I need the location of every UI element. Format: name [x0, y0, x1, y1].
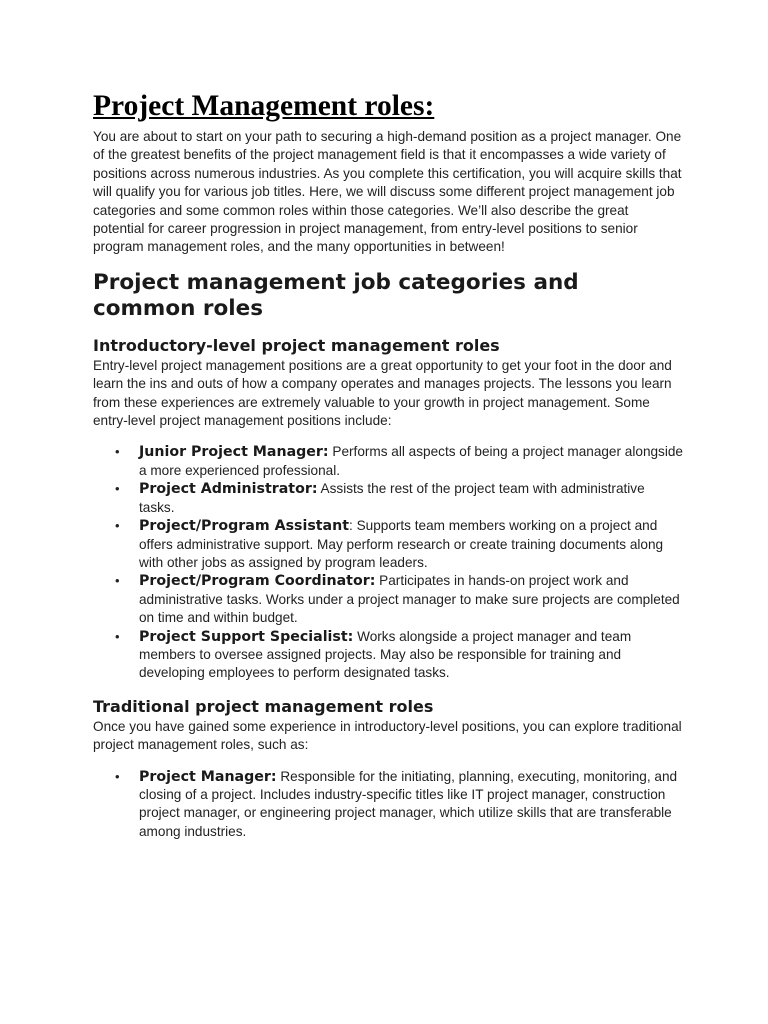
list-item: [93, 572, 683, 627]
role-description: Participates in hands-on project work and administrative tasks. Works under a project manager to make sure projects are completed on time and within budget.: [139, 573, 680, 626]
bullet-icon: •: [115, 768, 120, 784]
introductory-roles-list: [93, 443, 683, 682]
page-title: Project Management roles:: [93, 90, 435, 122]
intro-paragraph: You are about to start on your path to securing a high-demand position as a project manager. One of the greatest benefits of the project management field is that it encompasses a wide variety of positions across numerous industries. As you complete this certification, you will acquire skills that will qualify you for various job titles. Here, we will discuss some different project management job categories and some common roles within those categories. We’ll also describe the great potential for career progression in project management, from entry-level positions to senior program management roles, and the many opportunities in between!: [93, 129, 682, 255]
bullet-icon: •: [115, 573, 120, 589]
bullet-icon: •: [115, 481, 120, 497]
traditional-paragraph: Once you have gained some experience in introductory-level positions, you can explore traditional project management roles, such as:: [93, 718, 682, 753]
introductory-paragraph: Entry-level project management positions are a great opportunity to get your foot in the door and learn the ins and outs of how a company operates and manages projects. The lessons you learn from these experiences are extremely valuable to your growth in project management. Some entry-level project management positions include:: [93, 357, 672, 429]
role-description: Responsible for the initiating, planning, executing, monitoring, and closing of a project. Includes industry-specific titles like IT project manager, construction project manager, or engineering project manager, which utilize skills that are transferable among industries.: [139, 768, 678, 839]
role-name: Project Administrator:: [139, 481, 318, 498]
role-description: Works alongside a project manager and team members to oversee assigned projects. May also be responsible for training and developing employees to perform designated tasks.: [139, 628, 632, 681]
role-description: Assists the rest of the project team with administrative tasks.: [139, 481, 645, 515]
role-description: : Supports team members working on a project and offers administrative support. May perform research or create training documents along with other jobs as assigned by program leaders.: [139, 518, 664, 570]
role-name: Project Manager:: [139, 768, 277, 785]
role-name: Project Support Specialist:: [139, 628, 354, 645]
list-item: [93, 768, 683, 842]
introductory-heading: Introductory-level project management roles: [93, 335, 500, 355]
bullet-icon: •: [115, 628, 120, 644]
role-name: Junior Project Manager:: [139, 444, 329, 461]
document-content: [93, 84, 683, 841]
section-heading: Project management job categories and common roles: [93, 269, 579, 321]
bullet-icon: •: [115, 518, 120, 534]
role-name: Project/Program Coordinator:: [139, 573, 376, 590]
bullet-icon: •: [115, 444, 120, 460]
list-item: [93, 443, 683, 480]
traditional-heading: Traditional project management roles: [93, 696, 434, 716]
list-item: [93, 628, 683, 683]
list-item: [93, 480, 683, 517]
traditional-roles-list: [93, 768, 683, 842]
role-name: Project/Program Assistant: [139, 518, 350, 535]
role-description: Performs all aspects of being a project manager alongside a more experienced professional.: [139, 444, 683, 478]
list-item: [93, 517, 683, 572]
